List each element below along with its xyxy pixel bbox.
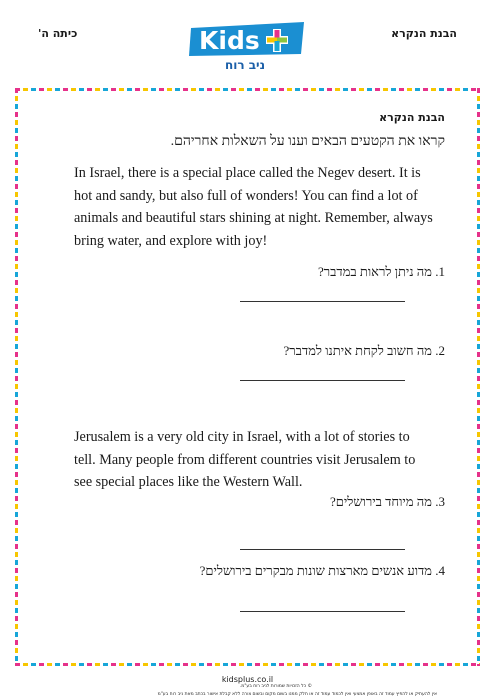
svg-text:Kids: Kids bbox=[199, 26, 260, 55]
grade-label: כיתה ה' bbox=[38, 27, 78, 40]
answer-line-3[interactable] bbox=[240, 549, 405, 550]
answer-line-4[interactable] bbox=[240, 611, 405, 612]
svg-text:ניב רוח: ניב רוח bbox=[224, 58, 266, 72]
frame-border-bottom bbox=[15, 663, 480, 666]
question-4: 4. מדוע אנשים מארצות שונות מבקרים בירושלים? bbox=[199, 563, 445, 578]
footer-site[interactable]: kidsplus.co.il bbox=[221, 675, 274, 684]
frame-border-top bbox=[15, 88, 480, 91]
question-2: 2. מה חשוב לקחת איתנו למדבר? bbox=[283, 343, 445, 358]
answer-line-2[interactable] bbox=[240, 380, 405, 381]
question-1: 1. מה ניתן לראות במדבר? bbox=[318, 264, 445, 279]
frame-border-left bbox=[15, 88, 18, 666]
subject-label: הבנת הנקרא bbox=[391, 27, 457, 40]
answer-line-1[interactable] bbox=[240, 301, 405, 302]
worksheet-title: הבנת הנקרא bbox=[379, 111, 445, 124]
passage-negev: In Israel, there is a special place called the Negev desert. It is hot and sandy, but also full of wonders! You can find a lot of animals and beautiful stars shining at night. Remember, always bring water, and explore with joy! bbox=[74, 165, 433, 249]
question-3: 3. מה מיוחד בירושלים? bbox=[329, 494, 445, 509]
kidsplus-logo bbox=[187, 18, 308, 73]
passage-jerusalem: Jerusalem is a very old city in Israel, with a lot of stories to tell. Many people from different countries visit Jerusalem to see special places like the Western Wall. bbox=[74, 429, 416, 491]
frame-border-right bbox=[477, 88, 480, 666]
instructions: קראו את הקטעים הבאים וענו על השאלות אחריהם. bbox=[170, 134, 445, 149]
footer-copyright: © כל הזכויות שמורות לניב רוח בע"מ. bbox=[239, 684, 312, 689]
footer-legal-notice: אין להעתיק או להפיץ עמוד זה באופן אמצעי ואין לכמוד עמוד זה או חלק ממנו בשום מקום ובשום צורה ללא קבלת אישור בכתב מאת ניב רוח בע"מ bbox=[157, 692, 437, 697]
